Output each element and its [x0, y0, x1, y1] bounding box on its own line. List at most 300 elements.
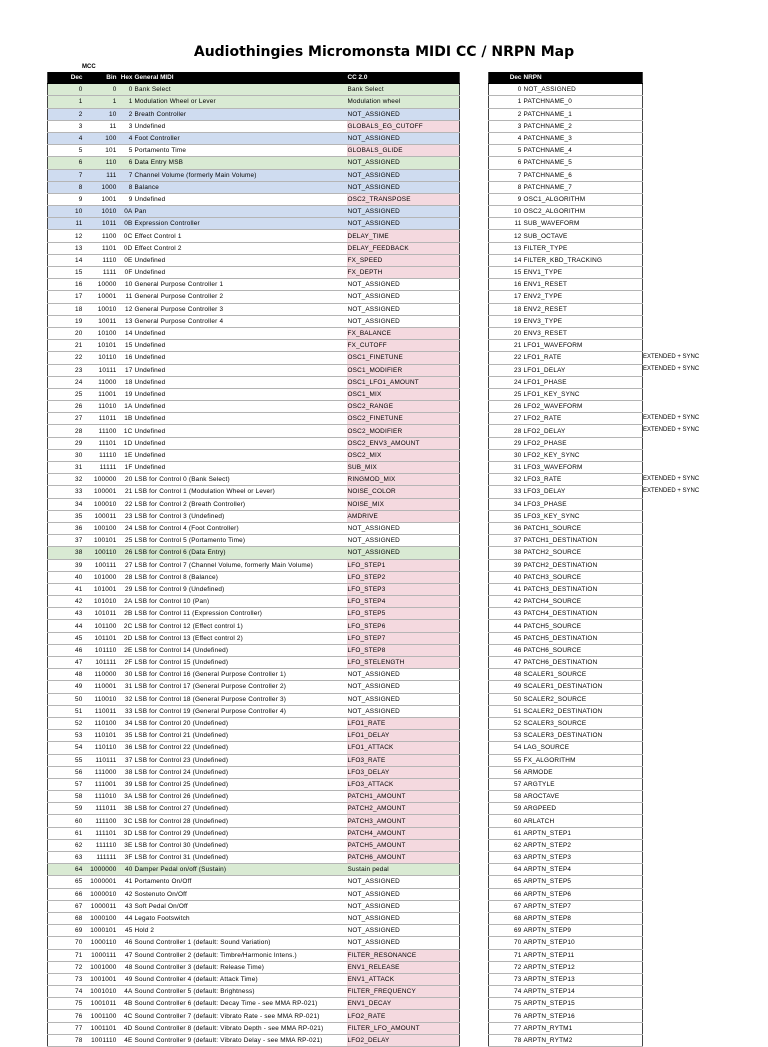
- cc20-cell: OSC1_MIX: [347, 388, 460, 400]
- general-midi-cell: Damper Pedal on/off (Sustain): [134, 864, 347, 876]
- bin-cell: 1001001: [84, 973, 118, 985]
- cc20-cell: LFO3_DELAY: [347, 766, 460, 778]
- cc20-cell: NOT_ASSIGNED: [347, 876, 460, 888]
- hex-cell: 2C: [118, 620, 134, 632]
- general-midi-cell: Sound Controller 9 (default: Vibrato Delay - see MMA RP-021): [134, 1034, 347, 1046]
- nrpn-row: [489, 364, 643, 376]
- cc20-cell: OSC2_MIX: [347, 449, 460, 461]
- hex-cell: 12: [118, 303, 134, 315]
- nrpn-row: [489, 498, 643, 510]
- nrpn-name-cell: ENV3_TYPE: [523, 315, 643, 327]
- bin-cell: 1000011: [84, 900, 118, 912]
- dec-cell: 33: [48, 486, 84, 498]
- nrpn-dec-cell: 5: [489, 145, 523, 157]
- hex-cell: 4B: [118, 998, 134, 1010]
- hex-cell: 47: [118, 949, 134, 961]
- cc20-cell: FX_BALANCE: [347, 327, 460, 339]
- nrpn-row: [489, 998, 643, 1010]
- nrpn-name-cell: NOT_ASSIGNED: [523, 84, 643, 96]
- nrpn-dec-cell: 63: [489, 852, 523, 864]
- general-midi-cell: Undefined: [134, 193, 347, 205]
- nrpn-name-cell: LFO3_RATE: [523, 474, 643, 486]
- nrpn-dec-cell: 20: [489, 327, 523, 339]
- dec-cell: 12: [48, 230, 84, 242]
- general-midi-cell: LSB for Control 29 (Undefined): [134, 827, 347, 839]
- general-midi-cell: Channel Volume (formerly Main Volume): [134, 169, 347, 181]
- general-midi-cell: Sound Controller 6 (default: Decay Time - see MMA RP-021): [134, 998, 347, 1010]
- hex-cell: 37: [118, 754, 134, 766]
- general-midi-cell: LSB for Control 26 (Undefined): [134, 791, 347, 803]
- cc20-cell: NOT_ASSIGNED: [347, 535, 460, 547]
- bin-cell: 101110: [84, 644, 118, 656]
- hex-cell: 41: [118, 876, 134, 888]
- extended-sync-note: EXTENDED + SYNC: [643, 366, 700, 372]
- hex-cell: 25: [118, 535, 134, 547]
- nrpn-dec-cell: 76: [489, 1010, 523, 1022]
- general-midi-cell: LSB for Control 23 (Undefined): [134, 754, 347, 766]
- nrpn-dec-cell: 51: [489, 705, 523, 717]
- hex-cell: 2: [118, 108, 134, 120]
- hex-cell: 4: [118, 132, 134, 144]
- nrpn-name-cell: ARPTN_STEP1: [523, 827, 643, 839]
- nrpn-row: [489, 449, 643, 461]
- bin-cell: 11100: [84, 425, 118, 437]
- nrpn-name-cell: ARPTN_STEP16: [523, 1010, 643, 1022]
- hex-cell: 33: [118, 705, 134, 717]
- bin-cell: 111110: [84, 839, 118, 851]
- mcc-row: [48, 1034, 460, 1046]
- mcc-row: [48, 644, 460, 656]
- bin-cell: 100010: [84, 498, 118, 510]
- cc20-cell: OSC2_FINETUNE: [347, 413, 460, 425]
- hex-cell: 1E: [118, 449, 134, 461]
- nrpn-row: [489, 132, 643, 144]
- bin-cell: 10010: [84, 303, 118, 315]
- bin-cell: 10011: [84, 315, 118, 327]
- bin-cell: 1000: [84, 181, 118, 193]
- cc20-cell: NOT_ASSIGNED: [347, 925, 460, 937]
- bin-cell: 11110: [84, 449, 118, 461]
- hex-cell: 1B: [118, 413, 134, 425]
- nrpn-dec-cell: 69: [489, 925, 523, 937]
- bin-cell: 1001100: [84, 1010, 118, 1022]
- hex-cell: 36: [118, 742, 134, 754]
- mcc-row: [48, 766, 460, 778]
- general-midi-cell: Data Entry MSB: [134, 157, 347, 169]
- general-midi-cell: Undefined: [134, 364, 347, 376]
- nrpn-name-cell: ARPTN_STEP5: [523, 876, 643, 888]
- header-nrpn: NRPN: [523, 72, 643, 84]
- mcc-row: [48, 864, 460, 876]
- cc20-cell: Sustain pedal: [347, 864, 460, 876]
- bin-cell: 1000101: [84, 925, 118, 937]
- cc20-cell: NOISE_MIX: [347, 498, 460, 510]
- general-midi-cell: LSB for Control 7 (Channel Volume, formerly Main Volume): [134, 559, 347, 571]
- extended-sync-note: EXTENDED + SYNC: [643, 487, 700, 494]
- nrpn-name-cell: PATCH5_SOURCE: [523, 620, 643, 632]
- header-bin: Bin: [84, 72, 118, 84]
- cc20-cell: NOT_ASSIGNED: [347, 279, 460, 291]
- nrpn-dec-cell: 6: [489, 157, 523, 169]
- bin-cell: 1110: [84, 254, 118, 266]
- nrpn-name-cell: SCALER2_SOURCE: [523, 693, 643, 705]
- nrpn-dec-cell: 33: [489, 486, 523, 498]
- mcc-row: [48, 303, 460, 315]
- nrpn-row: [489, 864, 643, 876]
- nrpn-name-cell: FILTER_TYPE: [523, 242, 643, 254]
- nrpn-name-cell: LFO1_KEY_SYNC: [523, 388, 643, 400]
- nrpn-name-cell: OSC1_ALGORITHM: [523, 193, 643, 205]
- hex-cell: 0F: [118, 267, 134, 279]
- hex-cell: 26: [118, 547, 134, 559]
- mcc-row: [48, 120, 460, 132]
- extended-sync-note: EXTENDED + SYNC: [643, 414, 700, 421]
- nrpn-name-cell: ARPTN_STEP9: [523, 925, 643, 937]
- dec-cell: 74: [48, 986, 84, 998]
- nrpn-name-cell: SUB_OCTAVE: [523, 230, 643, 242]
- mcc-row: [48, 437, 460, 449]
- nrpn-name-cell: LFO1_RATE: [523, 352, 643, 364]
- dec-cell: 39: [48, 559, 84, 571]
- nrpn-name-cell: PATCH5_DESTINATION: [523, 632, 643, 644]
- nrpn-dec-cell: 72: [489, 961, 523, 973]
- general-midi-cell: LSB for Control 31 (Undefined): [134, 852, 347, 864]
- general-midi-cell: Modulation Wheel or Lever: [134, 96, 347, 108]
- dec-cell: 56: [48, 766, 84, 778]
- nrpn-row: [489, 559, 643, 571]
- dec-cell: 64: [48, 864, 84, 876]
- nrpn-dec-cell: 15: [489, 267, 523, 279]
- nrpn-row: [489, 84, 643, 96]
- mcc-row: [48, 742, 460, 754]
- dec-cell: 62: [48, 839, 84, 851]
- general-midi-cell: Portamento On/Off: [134, 876, 347, 888]
- nrpn-name-cell: LFO1_PHASE: [523, 376, 643, 388]
- nrpn-dec-cell: 25: [489, 388, 523, 400]
- nrpn-row: [489, 535, 643, 547]
- hex-cell: 0D: [118, 242, 134, 254]
- bin-cell: 1000010: [84, 888, 118, 900]
- dec-cell: 0: [48, 84, 84, 96]
- mcc-row: [48, 986, 460, 998]
- mcc-row: [48, 279, 460, 291]
- bin-cell: 101: [84, 145, 118, 157]
- general-midi-cell: LSB for Control 19 (General Purpose Controller 4): [134, 705, 347, 717]
- nrpn-dec-cell: 23: [489, 364, 523, 376]
- mcc-row: [48, 998, 460, 1010]
- nrpn-row: [489, 522, 643, 534]
- dec-cell: 8: [48, 181, 84, 193]
- dec-cell: 43: [48, 608, 84, 620]
- cc20-cell: AMDRIVE: [347, 510, 460, 522]
- mcc-row: [48, 608, 460, 620]
- nrpn-name-cell: ARMODE: [523, 766, 643, 778]
- nrpn-dec-cell: 28: [489, 425, 523, 437]
- nrpn-name-cell: LFO1_DELAY: [523, 364, 643, 376]
- nrpn-row: [489, 839, 643, 851]
- cc20-cell: NOT_ASSIGNED: [347, 912, 460, 924]
- cc20-cell: NOT_ASSIGNED: [347, 315, 460, 327]
- nrpn-row: [489, 120, 643, 132]
- nrpn-name-cell: PATCHNAME_1: [523, 108, 643, 120]
- nrpn-row: [489, 145, 643, 157]
- hex-cell: 7: [118, 169, 134, 181]
- general-midi-cell: Sound Controller 7 (default: Vibrato Rate - see MMA RP-021): [134, 1010, 347, 1022]
- nrpn-dec-cell: 37: [489, 535, 523, 547]
- nrpn-row: [489, 632, 643, 644]
- cc20-cell: RINGMOD_MIX: [347, 474, 460, 486]
- general-midi-cell: Soft Pedal On/Off: [134, 900, 347, 912]
- nrpn-dec-cell: 67: [489, 900, 523, 912]
- mcc-row: [48, 486, 460, 498]
- cc20-cell: NOT_ASSIGNED: [347, 681, 460, 693]
- mcc-row: [48, 547, 460, 559]
- dec-cell: 70: [48, 937, 84, 949]
- nrpn-dec-cell: 36: [489, 522, 523, 534]
- nrpn-row: [489, 705, 643, 717]
- hex-cell: 16: [118, 352, 134, 364]
- nrpn-name-cell: LFO2_KEY_SYNC: [523, 449, 643, 461]
- mcc-row: [48, 937, 460, 949]
- nrpn-dec-cell: 71: [489, 949, 523, 961]
- mcc-row: [48, 827, 460, 839]
- cc20-cell: NOT_ASSIGNED: [347, 547, 460, 559]
- mcc-row: [48, 778, 460, 790]
- mcc-row: [48, 388, 460, 400]
- general-midi-cell: LSB for Control 11 (Expression Controller): [134, 608, 347, 620]
- nrpn-name-cell: ENV2_TYPE: [523, 291, 643, 303]
- mcc-row: [48, 888, 460, 900]
- nrpn-name-cell: PATCH1_SOURCE: [523, 522, 643, 534]
- bin-cell: 110001: [84, 681, 118, 693]
- cc20-cell: GLOBALS_EG_CUTOFF: [347, 120, 460, 132]
- bin-cell: 101010: [84, 596, 118, 608]
- nrpn-dec-cell: 24: [489, 376, 523, 388]
- bin-cell: 1101: [84, 242, 118, 254]
- cc20-cell: FILTER_RESONANCE: [347, 949, 460, 961]
- nrpn-row: [489, 815, 643, 827]
- nrpn-dec-cell: 18: [489, 303, 523, 315]
- bin-cell: 101001: [84, 583, 118, 595]
- nrpn-name-cell: ARPTN_STEP10: [523, 937, 643, 949]
- mcc-row: [48, 340, 460, 352]
- cc20-cell: LFO1_RATE: [347, 717, 460, 729]
- nrpn-row: [489, 791, 643, 803]
- nrpn-dec-cell: 14: [489, 254, 523, 266]
- bin-cell: 100: [84, 132, 118, 144]
- mcc-row: [48, 620, 460, 632]
- nrpn-dec-cell: 2: [489, 108, 523, 120]
- dec-cell: 22: [48, 352, 84, 364]
- bin-cell: 111011: [84, 803, 118, 815]
- bin-cell: 110011: [84, 705, 118, 717]
- nrpn-name-cell: LFO2_WAVEFORM: [523, 401, 643, 413]
- general-midi-cell: Undefined: [134, 327, 347, 339]
- nrpn-name-cell: SCALER1_SOURCE: [523, 669, 643, 681]
- nrpn-row: [489, 181, 643, 193]
- bin-cell: 100001: [84, 486, 118, 498]
- dec-cell: 42: [48, 596, 84, 608]
- nrpn-dec-cell: 47: [489, 657, 523, 669]
- general-midi-cell: Pan: [134, 206, 347, 218]
- cc20-cell: NOT_ASSIGNED: [347, 303, 460, 315]
- dec-cell: 60: [48, 815, 84, 827]
- general-midi-cell: Sound Controller 5 (default: Brightness): [134, 986, 347, 998]
- extended-sync-note: EXTENDED + SYNC: [643, 475, 700, 482]
- mcc-table: [47, 72, 460, 1047]
- general-midi-cell: Undefined: [134, 267, 347, 279]
- nrpn-row: [489, 279, 643, 291]
- nrpn-name-cell: PATCH4_DESTINATION: [523, 608, 643, 620]
- bin-cell: 110110: [84, 742, 118, 754]
- nrpn-dec-cell: 52: [489, 717, 523, 729]
- nrpn-name-cell: ENV3_RESET: [523, 327, 643, 339]
- nrpn-dec-cell: 75: [489, 998, 523, 1010]
- mcc-row: [48, 791, 460, 803]
- dec-cell: 3: [48, 120, 84, 132]
- nrpn-name-cell: PATCH2_SOURCE: [523, 547, 643, 559]
- mcc-row: [48, 401, 460, 413]
- cc20-cell: FX_SPEED: [347, 254, 460, 266]
- cc20-cell: FILTER_FREQUENCY: [347, 986, 460, 998]
- bin-cell: 101011: [84, 608, 118, 620]
- nrpn-dec-cell: 22: [489, 352, 523, 364]
- mcc-row: [48, 218, 460, 230]
- extended-sync-note: EXTENDED + SYNC: [643, 426, 700, 433]
- general-midi-cell: Sound Controller 3 (default: Release Time): [134, 961, 347, 973]
- dec-cell: 78: [48, 1034, 84, 1046]
- dec-cell: 47: [48, 657, 84, 669]
- nrpn-name-cell: PATCHNAME_6: [523, 169, 643, 181]
- general-midi-cell: Sound Controller 2 (default: Timbre/Harmonic Intens.): [134, 949, 347, 961]
- nrpn-name-cell: PATCHNAME_4: [523, 145, 643, 157]
- hex-cell: 4E: [118, 1034, 134, 1046]
- bin-cell: 1011: [84, 218, 118, 230]
- nrpn-row: [489, 169, 643, 181]
- dec-cell: 75: [48, 998, 84, 1010]
- nrpn-dec-cell: 1: [489, 96, 523, 108]
- nrpn-row: [489, 657, 643, 669]
- cc20-cell: LFO_STEP3: [347, 583, 460, 595]
- dec-cell: 7: [48, 169, 84, 181]
- nrpn-row: [489, 778, 643, 790]
- nrpn-row: [489, 583, 643, 595]
- nrpn-dec-cell: 74: [489, 986, 523, 998]
- mcc-row: [48, 315, 460, 327]
- bin-cell: 101000: [84, 571, 118, 583]
- cc20-cell: ENV1_ATTACK: [347, 973, 460, 985]
- cc20-cell: PATCH3_AMOUNT: [347, 815, 460, 827]
- nrpn-row: [489, 766, 643, 778]
- bin-cell: 111: [84, 169, 118, 181]
- cc20-cell: FILTER_LFO_AMOUNT: [347, 1022, 460, 1034]
- hex-cell: 1F: [118, 462, 134, 474]
- nrpn-row: [489, 96, 643, 108]
- nrpn-name-cell: PATCH3_DESTINATION: [523, 583, 643, 595]
- nrpn-name-cell: OSC2_ALGORITHM: [523, 206, 643, 218]
- nrpn-row: [489, 157, 643, 169]
- general-midi-cell: LSB for Control 5 (Portamento Time): [134, 535, 347, 547]
- nrpn-row: [489, 681, 643, 693]
- hex-cell: 38: [118, 766, 134, 778]
- dec-cell: 16: [48, 279, 84, 291]
- hex-cell: 0B: [118, 218, 134, 230]
- general-midi-cell: General Purpose Controller 4: [134, 315, 347, 327]
- dec-cell: 40: [48, 571, 84, 583]
- mcc-row: [48, 267, 460, 279]
- bin-cell: 10111: [84, 364, 118, 376]
- mcc-row: [48, 230, 460, 242]
- mcc-row: [48, 132, 460, 144]
- cc20-cell: NOT_ASSIGNED: [347, 218, 460, 230]
- nrpn-dec-cell: 77: [489, 1022, 523, 1034]
- nrpn-row: [489, 401, 643, 413]
- header-dec: Dec: [48, 72, 84, 84]
- nrpn-name-cell: PATCHNAME_5: [523, 157, 643, 169]
- mcc-header-row: [48, 72, 460, 84]
- hex-cell: 2B: [118, 608, 134, 620]
- hex-cell: 1D: [118, 437, 134, 449]
- general-midi-cell: LSB for Control 12 (Effect control 1): [134, 620, 347, 632]
- nrpn-name-cell: ARPTN_STEP7: [523, 900, 643, 912]
- bin-cell: 1000001: [84, 876, 118, 888]
- nrpn-name-cell: ARPTN_RYTM1: [523, 1022, 643, 1034]
- nrpn-dec-cell: 59: [489, 803, 523, 815]
- cc20-cell: OSC2_TRANSPOSE: [347, 193, 460, 205]
- nrpn-name-cell: SCALER3_SOURCE: [523, 717, 643, 729]
- hex-cell: 34: [118, 717, 134, 729]
- hex-cell: 10: [118, 279, 134, 291]
- mcc-row: [48, 632, 460, 644]
- nrpn-row: [489, 425, 643, 437]
- nrpn-dec-cell: 43: [489, 608, 523, 620]
- cc20-cell: LFO3_RATE: [347, 754, 460, 766]
- dec-cell: 13: [48, 242, 84, 254]
- bin-cell: 0: [84, 84, 118, 96]
- cc20-cell: NOT_ASSIGNED: [347, 108, 460, 120]
- dec-cell: 77: [48, 1022, 84, 1034]
- general-midi-cell: LSB for Control 4 (Foot Controller): [134, 522, 347, 534]
- nrpn-row: [489, 510, 643, 522]
- general-midi-cell: LSB for Control 10 (Pan): [134, 596, 347, 608]
- mcc-row: [48, 973, 460, 985]
- general-midi-cell: Sound Controller 4 (default: Attack Time): [134, 973, 347, 985]
- cc20-cell: PATCH5_AMOUNT: [347, 839, 460, 851]
- nrpn-row: [489, 900, 643, 912]
- nrpn-name-cell: FX_ALGORITHM: [523, 754, 643, 766]
- general-midi-cell: Hold 2: [134, 925, 347, 937]
- general-midi-cell: LSB for Control 20 (Undefined): [134, 717, 347, 729]
- hex-cell: 27: [118, 559, 134, 571]
- mcc-row: [48, 522, 460, 534]
- cc20-cell: LFO3_ATTACK: [347, 778, 460, 790]
- nrpn-name-cell: LFO3_PHASE: [523, 498, 643, 510]
- nrpn-dec-cell: 68: [489, 912, 523, 924]
- nrpn-dec-cell: 73: [489, 973, 523, 985]
- dec-cell: 72: [48, 961, 84, 973]
- dec-cell: 15: [48, 267, 84, 279]
- general-midi-cell: LSB for Control 13 (Effect control 2): [134, 632, 347, 644]
- general-midi-cell: LSB for Control 27 (Undefined): [134, 803, 347, 815]
- hex-cell: 30: [118, 669, 134, 681]
- hex-cell: 3D: [118, 827, 134, 839]
- page-title: Audiothingies Micromonsta MIDI CC / NRPN Map: [193, 44, 575, 60]
- bin-cell: 110010: [84, 693, 118, 705]
- bin-cell: 10101: [84, 340, 118, 352]
- hex-cell: 5: [118, 145, 134, 157]
- dec-cell: 26: [48, 401, 84, 413]
- general-midi-cell: LSB for Control 22 (Undefined): [134, 742, 347, 754]
